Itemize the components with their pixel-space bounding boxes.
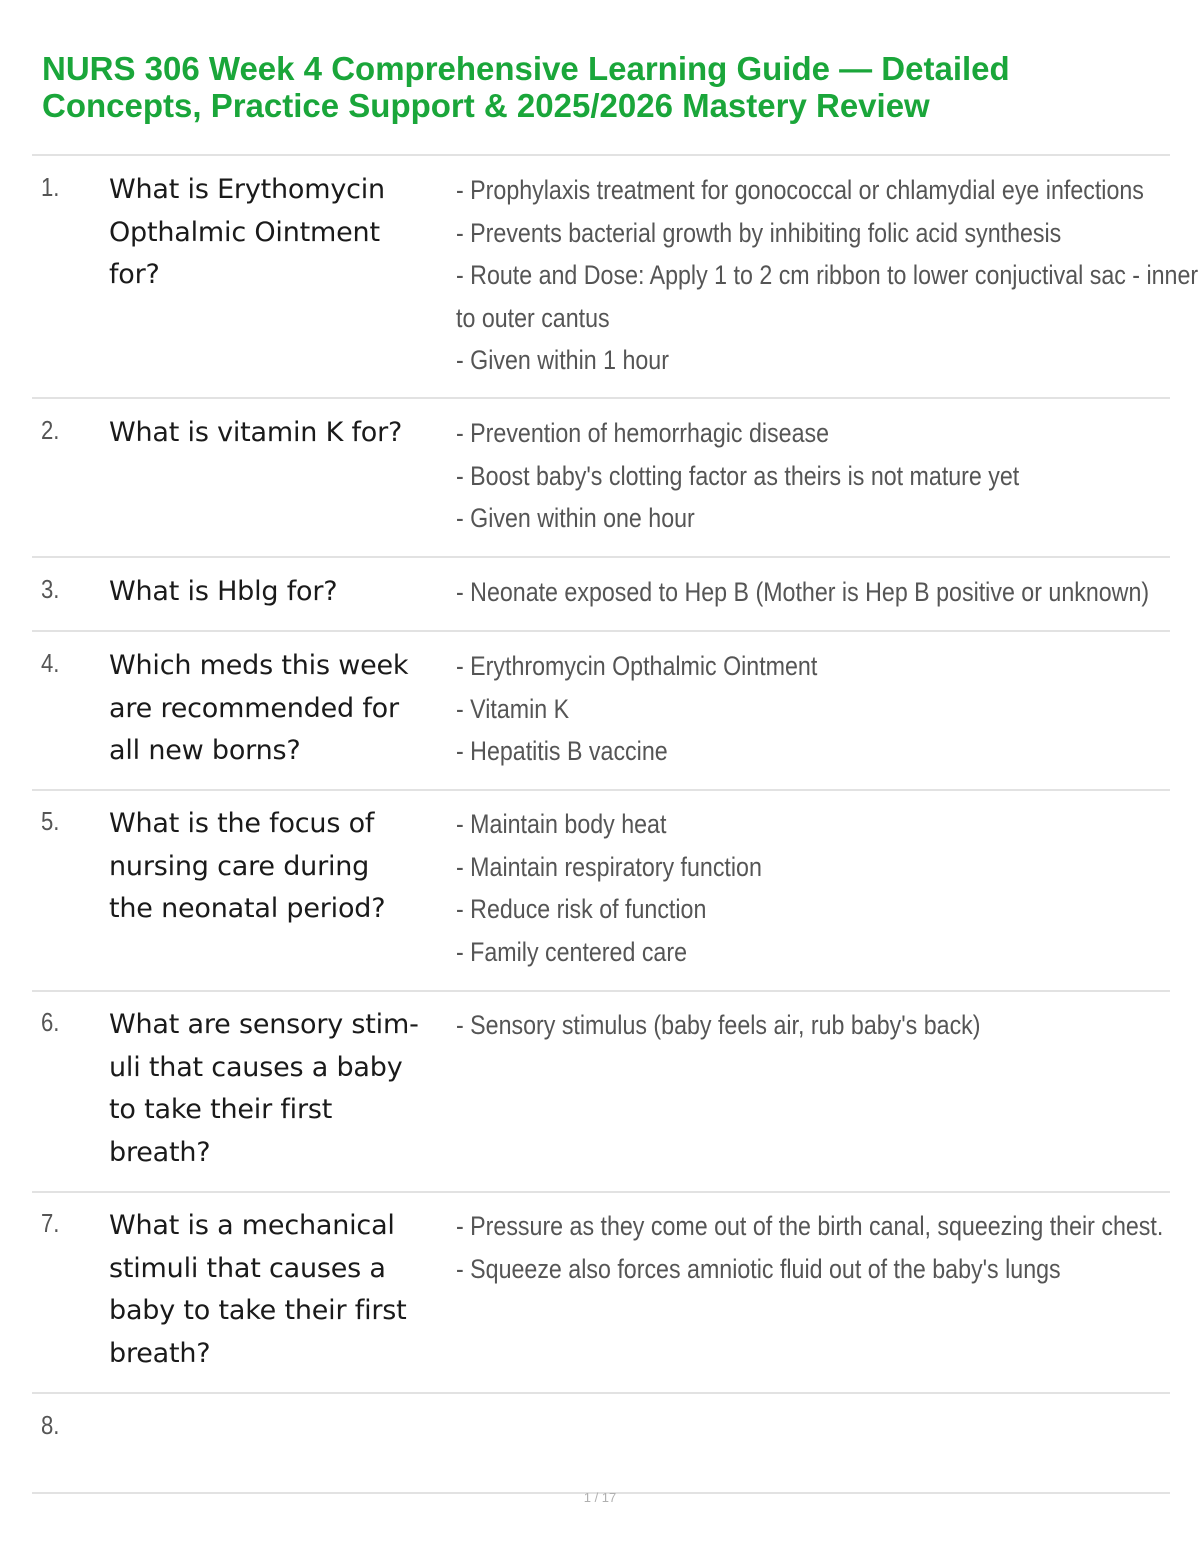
answer-line: - Given within one hour	[456, 503, 695, 533]
card-question: What is a mechanical stimuli that causes a baby to take their first breath?	[109, 1210, 407, 1369]
card-question: What are sensory stim- uli that causes a baby to take their first breath?	[109, 1009, 419, 1168]
answer-line: - Prevents bacterial growth by inhibiting folic acid synthesis	[456, 217, 1062, 248]
card-answer	[456, 803, 1144, 973]
answer-line: - Boost baby's clotting factor as theirs is not mature yet	[456, 460, 1020, 491]
answer-line: - Maintain body heat	[456, 809, 667, 839]
flashcard-row	[32, 1193, 1170, 1394]
answer-line: - Reduce risk of function	[456, 894, 707, 924]
card-answer	[456, 169, 1199, 382]
answer-line: - Hepatitis B vaccine	[456, 736, 668, 766]
answer-line: - Given within 1 hour	[456, 345, 669, 375]
card-answer	[456, 1004, 1144, 1047]
answer-line: - Route and Dose: Apply 1 to 2 cm ribbon to lower conjuctival sac - inner	[456, 260, 1199, 290]
card-answer	[456, 1205, 1164, 1290]
card-number: 3.	[41, 574, 60, 604]
card-answer	[456, 412, 1144, 540]
card-answer	[456, 645, 1144, 773]
answer-line: to outer cantus	[456, 302, 610, 333]
answer-line: - Sensory stimulus (baby feels air, rub baby's back)	[456, 1010, 981, 1040]
flashcard-row	[32, 156, 1199, 399]
card-question: Which meds this week are recommended for all new borns?	[109, 650, 409, 766]
card-number: 4.	[41, 648, 60, 678]
document-title: NURS 306 Week 4 Comprehensive Learning Guide — Detailed Concepts, Practice Support & 2025/2026 Mastery Review	[42, 50, 1010, 124]
card-number: 7.	[41, 1208, 60, 1238]
answer-line: - Prophylaxis treatment for gonococcal or chlamydial eye infections	[456, 175, 1144, 205]
flashcard-row	[32, 1394, 1170, 1494]
answer-line: - Erythromycin Opthalmic Ointment	[456, 651, 818, 681]
card-question: What is the focus of nursing care during the neonatal period?	[109, 808, 386, 924]
answer-line: - Pressure as they come out of the birth canal, squeezing their chest.	[456, 1211, 1164, 1241]
flashcard-row	[32, 399, 1170, 558]
page-indicator: 1 / 17	[583, 1490, 617, 1505]
answer-line: - Neonate exposed to Hep B (Mother is Hep B positive or unknown)	[456, 577, 1150, 607]
answer-line: - Vitamin K	[456, 693, 570, 724]
flashcard-row	[32, 791, 1170, 992]
answer-line: - Prevention of hemorrhagic disease	[456, 418, 830, 448]
card-number: 6.	[41, 1007, 60, 1037]
card-number: 5.	[41, 806, 60, 836]
flashcard-list	[32, 154, 1199, 1494]
flashcard-row	[32, 992, 1170, 1193]
card-answer	[456, 571, 1150, 614]
answer-line: - Squeeze also forces amniotic fluid out of the baby's lungs	[456, 1253, 1061, 1284]
card-question: What is Hblg for?	[109, 576, 338, 607]
card-number: 2.	[41, 415, 60, 445]
card-question: What is Erythomycin Opthalmic Ointment for?	[109, 174, 385, 290]
card-number: 8.	[41, 1410, 60, 1440]
card-number: 1.	[41, 172, 60, 202]
answer-line: - Family centered care	[456, 936, 687, 967]
card-question: What is vitamin K for?	[109, 417, 403, 448]
flashcard-row	[32, 558, 1170, 632]
flashcard-row	[32, 632, 1170, 791]
answer-line: - Maintain respiratory function	[456, 851, 762, 882]
